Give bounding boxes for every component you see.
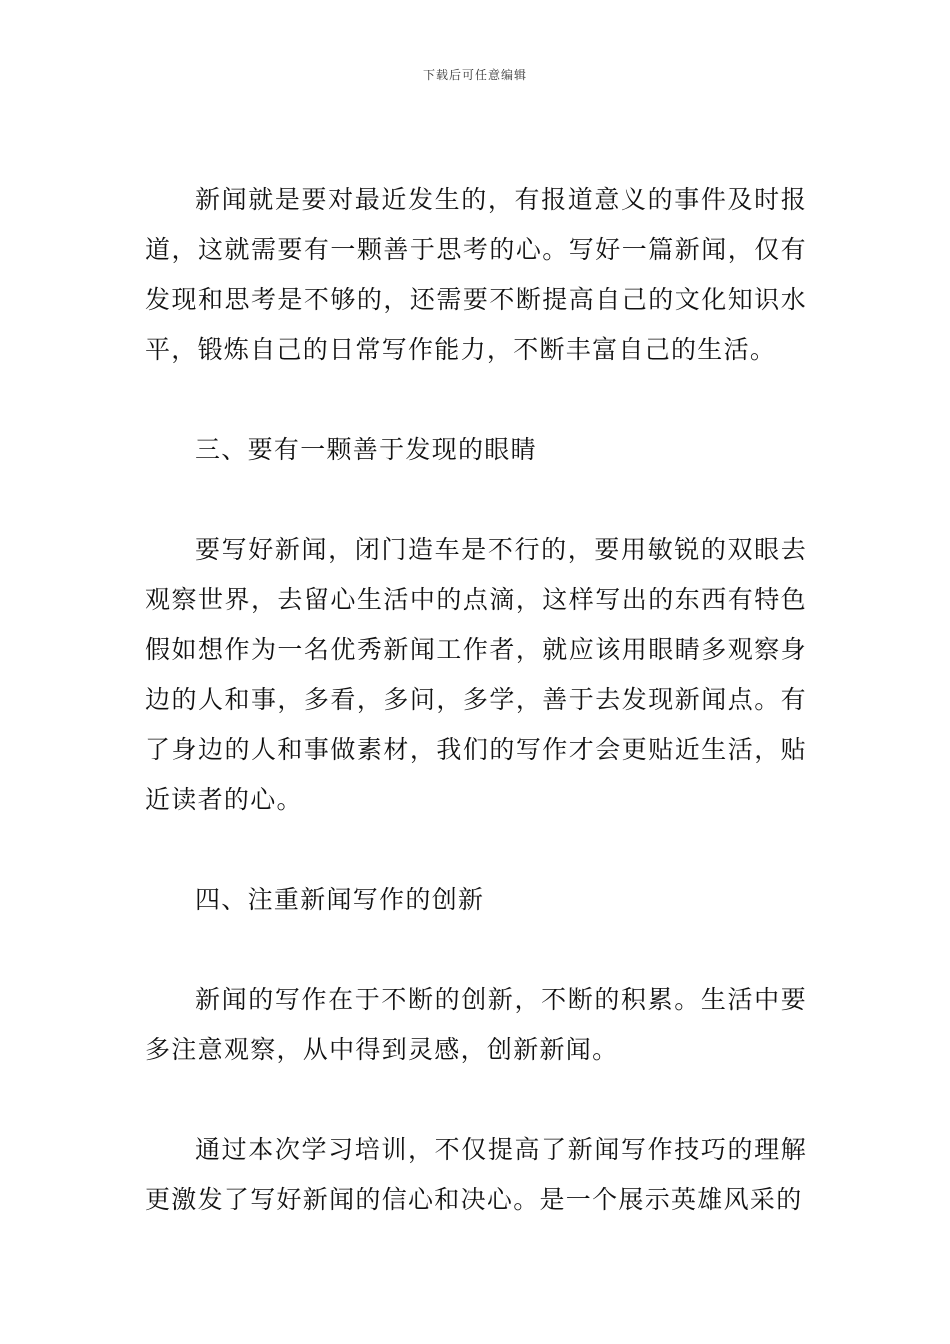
paragraph-innovation: 新闻的写作在于不断的创新，不断的积累。生活中要多注意观察，从中得到灵感，创新新闻。	[145, 985, 807, 1064]
section-heading-4: 四、注重新闻写作的创新	[195, 885, 485, 914]
paragraph-news-thinking: 新闻就是要对最近发生的，有报道意义的事件及时报道，这就需要有一颗善于思考的心。写好一篇新闻，仅有发现和思考是不够的，还需要不断提高自己的文化知识水平，锻炼自己的日常写作能力，不断丰富自己的生活。	[145, 185, 807, 364]
section-heading-3: 三、要有一颗善于发现的眼睛	[195, 435, 537, 464]
paragraph-gap	[145, 375, 807, 425]
paragraph-observe-world: 要写好新闻，闭门造车是不行的，要用敏锐的双眼去观察世界，去留心生活中的点滴，这样写出的东西有特色假如想作为一名优秀新闻工作者，就应该用眼睛多观察身边的人和事，多看，多问，多学，善于去发现新闻点。有了身边的人和事做素材，我们的写作才会更贴近生活，贴近读者的心。	[145, 535, 807, 814]
paragraph-gap	[145, 825, 807, 875]
paragraph-gap	[145, 1075, 807, 1125]
paragraph-training-summary: 通过本次学习培训，不仅提高了新闻写作技巧的理解更激发了写好新闻的信心和决心。是一个展示英雄风采的	[145, 1135, 807, 1214]
paragraph-gap	[145, 925, 807, 975]
document-body	[145, 175, 807, 1225]
page-header-note: 下载后可任意编辑	[422, 68, 527, 82]
paragraph-gap	[145, 475, 807, 525]
